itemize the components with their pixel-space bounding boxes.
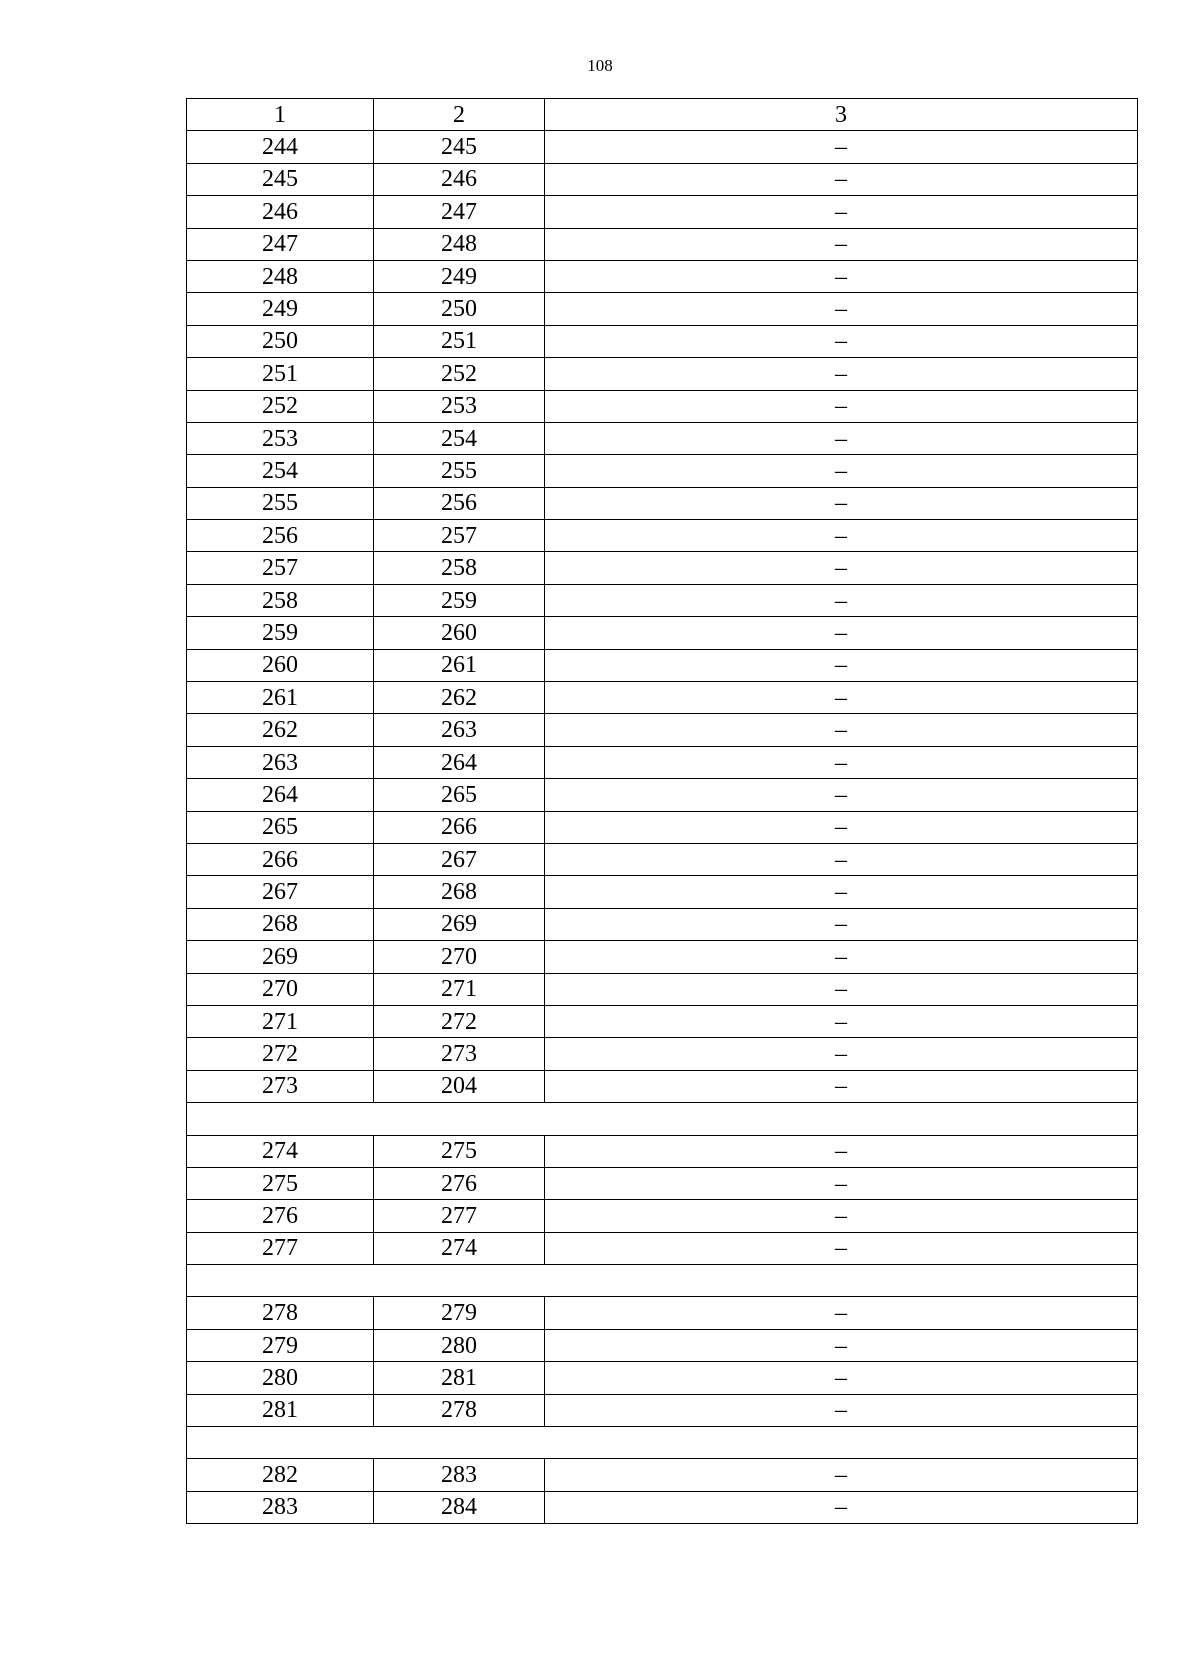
cell-col-3: – [545,1491,1138,1523]
table-row [187,1070,1138,1102]
cell-col-1: 245 [187,163,374,195]
table-row [187,228,1138,260]
cell-col-3: – [545,358,1138,390]
header-cell-3: 3 [545,99,1138,131]
cell-col-2: 272 [374,1005,545,1037]
table-body [187,99,1138,1524]
cell-col-3: – [545,973,1138,1005]
cell-col-3: – [545,1459,1138,1491]
cell-col-2: 278 [374,1394,545,1426]
cell-col-1: 260 [187,649,374,681]
cell-col-2: 280 [374,1329,545,1361]
table-row [187,908,1138,940]
cell-col-2: 276 [374,1167,545,1199]
cell-col-3: – [545,520,1138,552]
cell-col-1: 281 [187,1394,374,1426]
table-row [187,1459,1138,1491]
table-row [187,714,1138,746]
section-separator-cell [187,1103,1138,1135]
cell-col-2: 259 [374,584,545,616]
table-row [187,325,1138,357]
table-row [187,196,1138,228]
cell-col-3: – [545,455,1138,487]
cell-col-3: – [545,163,1138,195]
cell-col-2: 283 [374,1459,545,1491]
cell-col-3: – [545,552,1138,584]
cell-col-2: 250 [374,293,545,325]
cell-col-1: 249 [187,293,374,325]
cell-col-3: – [545,1362,1138,1394]
cell-col-1: 273 [187,1070,374,1102]
cell-col-3: – [545,422,1138,454]
table-row [187,163,1138,195]
cell-col-3: – [545,1232,1138,1264]
cell-col-2: 249 [374,260,545,292]
cell-col-3: – [545,293,1138,325]
table-header-row [187,99,1138,131]
cell-col-1: 271 [187,1005,374,1037]
cell-col-1: 279 [187,1329,374,1361]
table-row [187,1362,1138,1394]
cell-col-2: 257 [374,520,545,552]
table-row [187,876,1138,908]
cell-col-3: – [545,1005,1138,1037]
table-row [187,649,1138,681]
cell-col-1: 248 [187,260,374,292]
cell-col-1: 266 [187,843,374,875]
cell-col-3: – [545,682,1138,714]
cell-col-2: 265 [374,779,545,811]
header-cell-2: 2 [374,99,545,131]
cell-col-3: – [545,1038,1138,1070]
table-row [187,973,1138,1005]
table-row [187,1200,1138,1232]
cell-col-2: 266 [374,811,545,843]
cell-col-2: 268 [374,876,545,908]
cell-col-1: 258 [187,584,374,616]
cell-col-3: – [545,617,1138,649]
cell-col-2: 273 [374,1038,545,1070]
section-separator-row [187,1103,1138,1135]
cell-col-2: 253 [374,390,545,422]
table-row [187,682,1138,714]
cell-col-2: 261 [374,649,545,681]
cell-col-2: 251 [374,325,545,357]
cell-col-3: – [545,908,1138,940]
cell-col-2: 246 [374,163,545,195]
cell-col-2: 204 [374,1070,545,1102]
cell-col-1: 254 [187,455,374,487]
cell-col-3: – [545,714,1138,746]
cell-col-2: 279 [374,1297,545,1329]
cell-col-2: 262 [374,682,545,714]
cell-col-1: 253 [187,422,374,454]
cell-col-2: 247 [374,196,545,228]
table-row [187,941,1138,973]
cell-col-2: 277 [374,1200,545,1232]
cell-col-1: 264 [187,779,374,811]
table-row [187,746,1138,778]
cell-col-1: 267 [187,876,374,908]
cell-col-2: 254 [374,422,545,454]
cell-col-1: 261 [187,682,374,714]
cell-col-1: 244 [187,131,374,163]
cell-col-3: – [545,843,1138,875]
cell-col-3: – [545,1070,1138,1102]
cell-col-2: 271 [374,973,545,1005]
cell-col-1: 268 [187,908,374,940]
cell-col-1: 256 [187,520,374,552]
table-row [187,293,1138,325]
cell-col-3: – [545,1329,1138,1361]
table-row [187,260,1138,292]
cell-col-1: 276 [187,1200,374,1232]
cell-col-1: 275 [187,1167,374,1199]
cell-col-3: – [545,390,1138,422]
cell-col-2: 252 [374,358,545,390]
table-row [187,1329,1138,1361]
cell-col-3: – [545,196,1138,228]
table-row [187,131,1138,163]
table-row [187,520,1138,552]
cell-col-1: 257 [187,552,374,584]
table-row [187,1394,1138,1426]
cell-col-2: 275 [374,1135,545,1167]
cell-col-3: – [545,1167,1138,1199]
cell-col-2: 274 [374,1232,545,1264]
cell-col-3: – [545,325,1138,357]
cell-col-3: – [545,584,1138,616]
cell-col-2: 245 [374,131,545,163]
section-separator-cell [187,1265,1138,1297]
table-row [187,779,1138,811]
cell-col-1: 274 [187,1135,374,1167]
table-row [187,552,1138,584]
section-separator-cell [187,1427,1138,1459]
cell-col-1: 283 [187,1491,374,1523]
cell-col-2: 248 [374,228,545,260]
cell-col-2: 263 [374,714,545,746]
table-row [187,1167,1138,1199]
cell-col-1: 265 [187,811,374,843]
table-row [187,617,1138,649]
cell-col-3: – [545,1135,1138,1167]
section-separator-row [187,1265,1138,1297]
cell-col-1: 263 [187,746,374,778]
cell-col-2: 256 [374,487,545,519]
table-row [187,1232,1138,1264]
cell-col-3: – [545,1297,1138,1329]
cell-col-2: 281 [374,1362,545,1394]
table-row [187,1297,1138,1329]
cell-col-1: 246 [187,196,374,228]
cell-col-3: – [545,260,1138,292]
header-cell-1: 1 [187,99,374,131]
cell-col-1: 277 [187,1232,374,1264]
cell-col-1: 252 [187,390,374,422]
cell-col-3: – [545,649,1138,681]
cell-col-1: 251 [187,358,374,390]
cell-col-2: 258 [374,552,545,584]
table-row [187,358,1138,390]
cell-col-2: 270 [374,941,545,973]
cell-col-1: 262 [187,714,374,746]
table-row [187,1038,1138,1070]
cell-col-2: 267 [374,843,545,875]
data-table [186,98,1138,1524]
cell-col-3: – [545,779,1138,811]
cell-col-1: 270 [187,973,374,1005]
cell-col-2: 255 [374,455,545,487]
cell-col-3: – [545,876,1138,908]
cell-col-1: 259 [187,617,374,649]
table-row [187,1005,1138,1037]
cell-col-2: 269 [374,908,545,940]
table-row [187,1135,1138,1167]
table-row [187,584,1138,616]
cell-col-2: 260 [374,617,545,649]
cell-col-1: 247 [187,228,374,260]
table-row [187,487,1138,519]
cell-col-3: – [545,487,1138,519]
table-row [187,422,1138,454]
table-row [187,455,1138,487]
table-row [187,390,1138,422]
cell-col-1: 255 [187,487,374,519]
table-row [187,811,1138,843]
table-row [187,1491,1138,1523]
cell-col-3: – [545,228,1138,260]
cell-col-1: 282 [187,1459,374,1491]
cell-col-3: – [545,1200,1138,1232]
page-number: 108 [587,56,613,75]
cell-col-2: 284 [374,1491,545,1523]
cell-col-1: 269 [187,941,374,973]
section-separator-row [187,1427,1138,1459]
cell-col-1: 272 [187,1038,374,1070]
cell-col-3: – [545,811,1138,843]
cell-col-3: – [545,131,1138,163]
cell-col-1: 250 [187,325,374,357]
cell-col-1: 278 [187,1297,374,1329]
cell-col-3: – [545,941,1138,973]
table-row [187,843,1138,875]
cell-col-2: 264 [374,746,545,778]
cell-col-3: – [545,1394,1138,1426]
cell-col-1: 280 [187,1362,374,1394]
cell-col-3: – [545,746,1138,778]
